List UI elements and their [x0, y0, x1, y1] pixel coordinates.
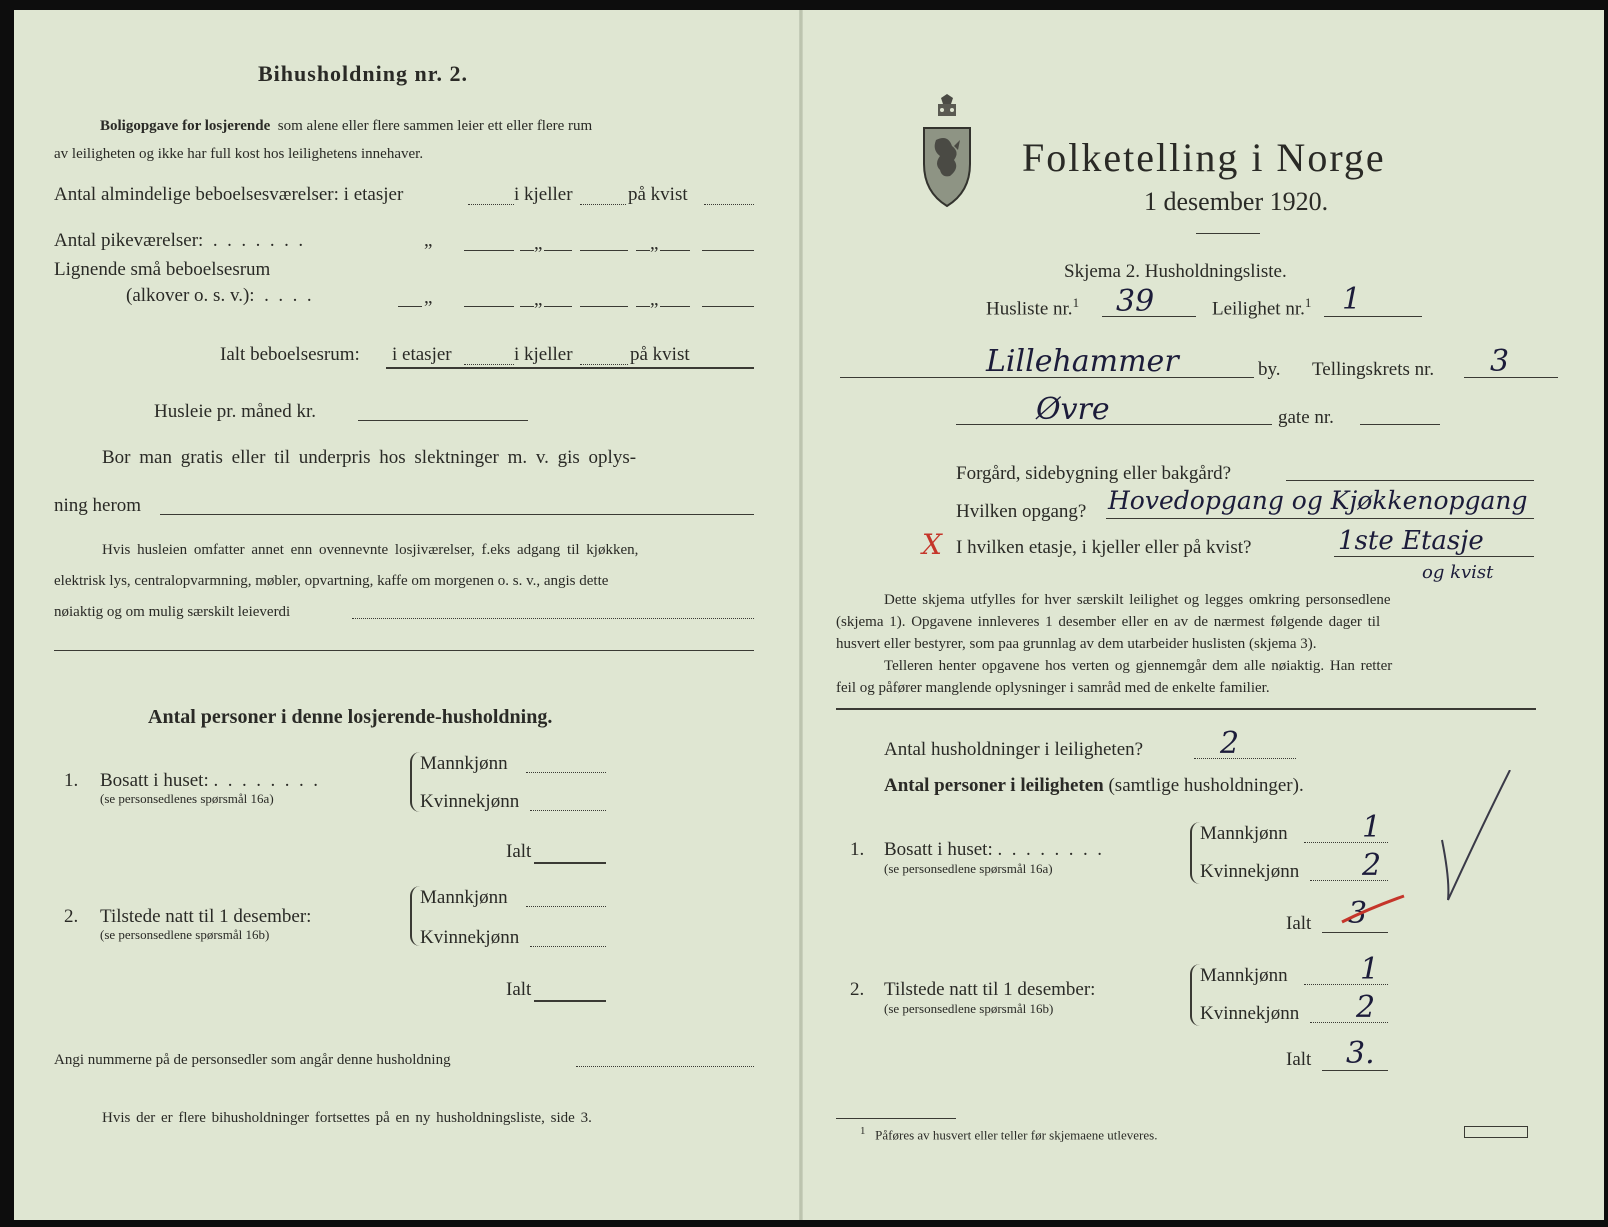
r-q1-kvinne-value[interactable]: 2: [1362, 848, 1382, 883]
pike-kvist-field-2[interactable]: [702, 250, 754, 251]
q1-label: Bosatt i huset: . . . . . . . .: [100, 770, 318, 791]
leilighet-label-text: Leilighet nr.: [1212, 298, 1305, 320]
etasje-field[interactable]: [1334, 556, 1534, 557]
opgang-field[interactable]: [1106, 518, 1534, 519]
q1-mann-field[interactable]: [526, 772, 606, 773]
leilighet-field[interactable]: [1324, 316, 1422, 317]
lignende-kjeller-field[interactable]: [544, 306, 572, 307]
lignende-kvist-field-2[interactable]: [702, 306, 754, 307]
hvis-line-1: Hvis husleien omfatter annet enn ovennevnte losjiværelser, f.eks adgang til kjøkken,: [102, 542, 639, 558]
kjeller-field[interactable]: [580, 204, 626, 205]
angi-label: Angi nummerne på de personsedler som angår denne husholdning: [54, 1052, 451, 1068]
r-q1-ialt-value[interactable]: 3: [1348, 896, 1368, 931]
q1-ialt-label: Ialt: [506, 841, 532, 862]
antal-personer-heading: Antal personer i denne losjerende-husholdning.: [148, 706, 553, 728]
antal-pers-rest: (samtlige husholdninger).: [1108, 775, 1304, 796]
leieverdi-field-2[interactable]: [54, 650, 754, 651]
by-label: by.: [1258, 359, 1281, 380]
gate-value[interactable]: Øvre: [1036, 392, 1110, 427]
info-rule: [836, 708, 1536, 710]
husliste-value[interactable]: 39: [1116, 284, 1155, 319]
q-pike-text: Antal pikeværelser:: [54, 230, 204, 251]
r-q1-ialt-label: Ialt: [1286, 913, 1312, 934]
info-line-3: husvert eller bestyrer, som paa grunnlag av dem utarbeider huslisten (skjema 3).: [836, 636, 1317, 652]
q1-label-text: Bosatt i huset:: [100, 770, 209, 791]
ditto-mark: „: [424, 230, 433, 251]
kvist-label: på kvist: [628, 184, 688, 205]
right-page: [800, 10, 1604, 1220]
gratis-line-2: ning herom: [54, 495, 142, 516]
antal-hush-field[interactable]: [1194, 758, 1296, 759]
q1-sub: (se personsedlenes spørsmål 16a): [100, 791, 274, 806]
r-q1-ialt-field[interactable]: [1322, 932, 1388, 933]
r-q2-kvinne-label: Kvinnekjønn: [1200, 1003, 1300, 1024]
gratis-field[interactable]: [160, 514, 754, 515]
r-q2-label: Tilstede natt til 1 desember:: [884, 979, 1096, 1000]
title-rule: [1196, 233, 1260, 234]
q1-brace: [410, 752, 420, 812]
lignende-lead: [398, 306, 422, 307]
q2-kvinne-field[interactable]: [530, 946, 606, 947]
leilighet-value[interactable]: 1: [1342, 282, 1362, 317]
pike-kvist-field[interactable]: [660, 250, 690, 251]
q1-num: 1.: [64, 770, 79, 791]
q-almindelige-label: Antal almindelige beboelsesværelser: i etasjer: [54, 184, 404, 205]
left-page: [14, 10, 800, 1220]
pike-etasjer-field[interactable]: [464, 250, 514, 251]
etasjer-field[interactable]: [468, 204, 514, 205]
ialt-etasjer-field[interactable]: [464, 364, 514, 365]
tellingskrets-value[interactable]: 3: [1490, 344, 1510, 379]
antal-pers-heading: [884, 776, 1304, 797]
opgang-value[interactable]: Hovedopgang og Kjøkkenopgang: [1108, 486, 1528, 515]
lignende-sep-2: [636, 306, 650, 307]
left-footer: Hvis der er flere bihusholdninger fortsettes på en ny husholdningsliste, side 3.: [102, 1110, 592, 1126]
q2-kvinne-label: Kvinnekjønn: [420, 927, 520, 948]
angi-field[interactable]: [576, 1066, 754, 1067]
lignende-kjeller-field-2[interactable]: [580, 306, 628, 307]
pike-sep: [520, 250, 534, 251]
skjema-label: Skjema 2. Husholdningsliste.: [1064, 261, 1287, 282]
q2-mann-label: Mannkjønn: [420, 887, 508, 908]
r-q2-ialt-label: Ialt: [1286, 1049, 1312, 1070]
ditto-mark: „: [650, 289, 659, 310]
form-title: Folketelling i Norge: [1022, 135, 1386, 180]
opgang-label: Hvilken opgang?: [956, 501, 1087, 522]
q2-ialt-label: Ialt: [506, 979, 532, 1000]
leieverdi-field[interactable]: [352, 618, 754, 619]
q1-mann-label: Mannkjønn: [420, 753, 508, 774]
etasje-value[interactable]: 1ste Etasje: [1338, 526, 1484, 556]
husleie-field[interactable]: [358, 420, 528, 421]
r-q1-kvinne-label: Kvinnekjønn: [1200, 861, 1300, 882]
r-q2-mann-label: Mannkjønn: [1200, 965, 1288, 986]
r-q2-num: 2.: [850, 979, 865, 1000]
tellingskrets-label: Tellingskrets nr.: [1312, 359, 1435, 380]
q2-label: Tilstede natt til 1 desember:: [100, 906, 312, 927]
etasje-label: I hvilken etasje, i kjeller eller på kvist?: [956, 537, 1252, 558]
r-q1-sub: (se personsedlene spørsmål 16a): [884, 861, 1053, 876]
antal-hush-label: Antal husholdninger i leiligheten?: [884, 739, 1144, 760]
by-value[interactable]: Lillehammer: [986, 344, 1179, 379]
intro-line-2: av leiligheten og ikke har full kost hos leilighetens innehaver.: [54, 146, 424, 162]
r-q2-kvinne-field[interactable]: [1310, 1022, 1388, 1023]
ditto-mark: „: [534, 233, 543, 254]
ialt-beboelsesrum-label: Ialt beboelsesrum:: [220, 344, 360, 365]
printer-stamp: [1464, 1126, 1528, 1138]
hvis-line-3: nøiaktig og om mulig særskilt leieverdi: [54, 604, 291, 620]
census-form-sheet: [14, 10, 1604, 1220]
antal-hush-value[interactable]: 2: [1220, 726, 1240, 761]
forgaard-label: Forgård, sidebygning eller bakgård?: [956, 463, 1232, 484]
footnote-rule: [836, 1118, 956, 1119]
kjeller-label: i kjeller: [514, 184, 573, 205]
q1-kvinne-label: Kvinnekjønn: [420, 791, 520, 812]
lignende-kvist-field[interactable]: [660, 306, 690, 307]
r-q1-label-text: Bosatt i huset:: [884, 839, 993, 860]
ialt-kjeller-label: i kjeller: [514, 344, 573, 365]
etasje-mark: X: [922, 528, 942, 561]
r-q1-num: 1.: [850, 839, 865, 860]
pike-kjeller-field-2[interactable]: [580, 250, 628, 251]
tellingskrets-field[interactable]: [1464, 377, 1558, 378]
ialt-kvist-label: på kvist: [630, 344, 690, 365]
gate-field[interactable]: [956, 424, 1272, 425]
footnote-text: Påføres av husvert eller teller før skjemaene utleveres.: [875, 1127, 1158, 1143]
ialt-kjeller-field[interactable]: [580, 364, 628, 365]
gate-nr-field[interactable]: [1360, 424, 1440, 425]
leilighet-label: [1212, 296, 1311, 320]
q-pike-label: Antal pikeværelser: . . . . . . .: [54, 230, 304, 251]
etasje-value-2[interactable]: og kvist: [1422, 562, 1494, 583]
hvis-line-2: elektrisk lys, centralopvarmning, møbler, opvartning, kaffe om morgenen o. s. v., angis dette: [54, 573, 609, 589]
r-q1-mann-label: Mannkjønn: [1200, 823, 1288, 844]
husliste-label-text: Husliste nr.: [986, 298, 1073, 320]
left-title: Bihusholdning nr. 2.: [258, 61, 468, 86]
q1-kvinne-field[interactable]: [530, 810, 606, 811]
intro-bold: Boligopgave for losjerende: [100, 118, 271, 134]
form-date: 1 desember 1920.: [1144, 187, 1329, 216]
r-q2-kvinne-value[interactable]: 2: [1356, 990, 1376, 1025]
intro-line-1: [100, 118, 592, 135]
footnote-num: 1: [860, 1125, 866, 1137]
r-q2-brace: [1190, 964, 1200, 1026]
q-lignende-text: (alkover o. s. v.):: [126, 285, 255, 306]
gratis-line-1: Bor man gratis eller til underpris hos slektninger m. v. gis oplys-: [102, 447, 637, 468]
r-q2-sub: (se personsedlene spørsmål 16b): [884, 1001, 1054, 1016]
intro-rest: som alene eller flere sammen leier ett eller flere rum: [277, 118, 593, 134]
ditto-mark: „: [534, 289, 543, 310]
r-q1-mann-value[interactable]: 1: [1362, 810, 1382, 845]
q1-ialt-field[interactable]: [534, 862, 606, 864]
pike-sep-2: [636, 250, 650, 251]
q2-brace: [410, 886, 420, 946]
info-line-1: Dette skjema utfylles for hver særskilt leilighet og legges omkring personsedlene: [884, 592, 1391, 608]
ialt-underline: [386, 367, 754, 369]
info-line-4: Telleren henter opgavene hos verten og gjennemgår dem alle nøiaktig. Han retter: [884, 658, 1393, 674]
husliste-label: [986, 296, 1079, 320]
antal-pers-bold: Antal personer i leiligheten: [884, 775, 1104, 796]
ditto-mark: „: [424, 287, 433, 308]
footnote: [860, 1126, 1157, 1143]
husleie-label: Husleie pr. måned kr.: [154, 401, 316, 422]
red-strike-icon: [1340, 890, 1410, 930]
ditto-mark: „: [650, 233, 659, 254]
r-q2-mann-value[interactable]: 1: [1360, 952, 1380, 987]
lignende-sep: [520, 306, 534, 307]
footnote-ref: 1: [1072, 295, 1080, 310]
r-q1-label: Bosatt i huset: . . . . . . . .: [884, 839, 1102, 860]
r-q1-brace: [1190, 822, 1200, 884]
q-lignende-line-2: (alkover o. s. v.): . . . .: [126, 285, 312, 306]
q2-mann-field[interactable]: [526, 906, 606, 907]
forgaard-field[interactable]: [1286, 480, 1534, 481]
ialt-etasjer-label: i etasjer: [392, 344, 452, 365]
r-q2-ialt-value[interactable]: 3.: [1346, 1036, 1375, 1071]
pike-kjeller-field[interactable]: [544, 250, 572, 251]
q2-ialt-field[interactable]: [534, 1000, 606, 1002]
q-lignende-line-1: Lignende små beboelsesrum: [54, 259, 271, 280]
footnote-ref: 1: [1304, 295, 1312, 310]
kvist-field[interactable]: [704, 204, 754, 205]
q2-num: 2.: [64, 906, 79, 927]
info-line-5: feil og påfører manglende oplysninger i samråd med de enkelte familier.: [836, 680, 1270, 696]
q2-sub: (se personsedlene spørsmål 16b): [100, 927, 270, 942]
coat-of-arms-icon: [920, 94, 974, 210]
info-line-2: (skjema 1). Opgavene innleveres 1 desember eller en av de nærmest følgende dager til: [836, 614, 1381, 630]
check-mark-icon: [1420, 770, 1530, 910]
gate-label: gate nr.: [1278, 407, 1334, 428]
lignende-etasjer-field[interactable]: [464, 306, 514, 307]
